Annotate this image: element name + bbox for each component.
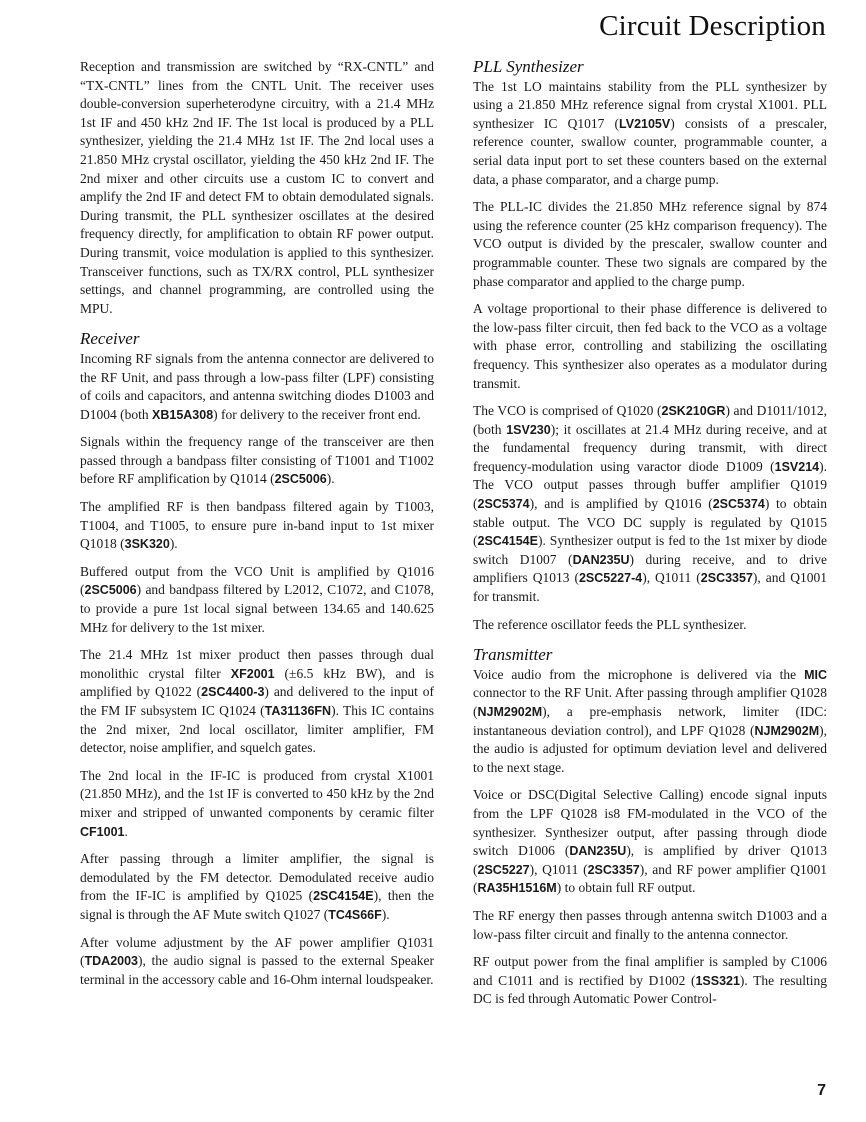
part-number: 2SC3357: [587, 862, 640, 877]
transmitter-heading: Transmitter: [473, 645, 553, 665]
paragraph: [80, 767, 434, 841]
paragraph: [473, 300, 827, 393]
paragraph: [80, 58, 434, 318]
pll-synthesizer-section: [473, 78, 827, 635]
paragraph: [473, 616, 827, 635]
text-run: connector to the RF Unit. After passing through amplifier Q1028 (: [473, 685, 827, 719]
text-run: RF output power from the final amplifier is sampled by C1006 and C1011 and is rectified by D1002 (: [473, 954, 827, 988]
text-run: Incoming RF signals from the antenna connector are delivered to the RF Unit, and pass through a low-pass filter (LPF) consisting of coils and capacitors, and antenna switching diodes D1003 and D1004 (both: [80, 350, 434, 422]
part-number: NJM2902M: [754, 723, 820, 738]
text-run: ), and Q1001 for transmit.: [473, 570, 827, 605]
text-run: ), is amplified by driver Q1013 (: [473, 843, 828, 877]
text-run: .: [124, 823, 128, 839]
text-run: ) and bandpass filtered by L2012, C1072, and C1078, to provide a pure 1st local signal between 134.65 and 140.625 MHz for delivery to the 1st mixer.: [80, 582, 434, 635]
paragraph: [80, 350, 434, 424]
text-run: ). The resulting DC is fed through Automatic Power Control-: [473, 972, 827, 1007]
part-number: 2SC3357: [700, 571, 753, 586]
text-run: ) consists of a prescaler, reference counter, swallow counter, programmable counter, a serial data input port to set these counters based on the external data, a phase comparator, and a charge pump.: [473, 115, 827, 187]
text-run: ), Q1011 (: [642, 570, 701, 586]
text-run: Voice or DSC(Digital Selective Calling) encode signal inputs from the LPF Q1028 is8 FM-modulated in the VCO of the synthesizer. Synthesizer output, after passing through diode switch D1006 (: [473, 787, 827, 859]
transmitter-section: [473, 666, 827, 1009]
text-run: After passing through a limiter amplifier, the signal is demodulated by the FM detector. Demodulated receive audio from the IF-IC is amplified by Q1025 (: [80, 851, 434, 904]
text-run: Buffered output from the VCO Unit is amplified by Q1016 (: [80, 563, 434, 598]
text-run: ) to obtain stable output. The VCO DC supply is regulated by Q1015 (: [473, 496, 827, 549]
pll-synthesizer-heading: PLL Synthesizer: [473, 57, 584, 76]
part-number: 2SC5374: [477, 497, 530, 512]
part-number: 2SC5227: [477, 862, 530, 877]
part-number: 2SC5006: [84, 583, 137, 598]
text-run: ) for delivery to the receiver front end.: [213, 406, 421, 422]
text-run: ), the audio signal is passed to the external Speaker terminal in the accessory cable and 16-Ohm internal loudspeaker.: [80, 953, 434, 987]
part-number: DAN235U: [572, 552, 630, 567]
text-run: ), Q1011 (: [529, 861, 588, 877]
part-number: 1SV230: [506, 422, 551, 437]
left-column: [80, 58, 434, 998]
part-number: LV2105V: [619, 116, 671, 131]
paragraph: [473, 907, 827, 944]
paragraph: [473, 786, 827, 898]
part-number: 2SC4400-3: [201, 685, 265, 700]
part-number: RA35H1516M: [477, 881, 557, 896]
intro-section: [80, 58, 434, 318]
part-number: 1SS321: [695, 973, 740, 988]
paragraph: [80, 498, 434, 554]
paragraph: [80, 850, 434, 924]
paragraph: [80, 646, 434, 758]
part-number: MIC: [804, 667, 827, 682]
page-number: 7: [817, 1082, 826, 1099]
right-column: [473, 58, 827, 1018]
text-run: (±6.5 kHz BW), and is amplified by Q1022 (: [80, 665, 434, 700]
part-number: NJM2902M: [477, 705, 543, 719]
text-run: ) during receive, and to drive amplifiers Q1013 (: [473, 551, 827, 586]
text-run: ).: [326, 471, 335, 487]
text-run: ), a pre-emphasis network, limiter (IDC: instantaneous deviation control), and LPF Q1028 (: [473, 704, 827, 738]
part-number: TA31136FN: [264, 704, 332, 718]
text-run: ); it oscillates at 21.4 MHz during receive, and at the fundamental frequency during transmit, with direct frequency-modulation using varactor diode D1009 (: [473, 421, 828, 474]
text-run: The 1st LO maintains stability from the PLL synthesizer by using a 21.850 MHz reference signal from crystal X1001. PLL synthesizer IC Q1017 (: [473, 78, 827, 131]
text-run: ) to obtain full RF output.: [556, 880, 696, 896]
part-number: 2SK210GR: [661, 404, 726, 419]
text-run: ). The VCO output passes through buffer amplifier Q1019 (: [473, 458, 827, 512]
paragraph: [473, 953, 827, 1009]
text-run: ), and is amplified by Q1016 (: [529, 496, 713, 512]
paragraph: [80, 563, 434, 637]
paragraph: [473, 666, 827, 778]
part-number: 1SV214: [774, 459, 820, 474]
receiver-heading: Receiver: [80, 329, 140, 349]
text-run: ) and D1011/1012, (both: [473, 403, 827, 437]
text-run: The VCO is comprised of Q1020 (: [473, 403, 662, 419]
text-run: Voice audio from the microphone is delivered via the: [473, 666, 805, 682]
text-run: The reference oscillator feeds the PLL synthesizer.: [473, 616, 747, 632]
text-run: Signals within the frequency range of the transceiver are then passed through a bandpass filter consisting of T1001 and T1002 before RF amplification by Q1014 (: [80, 434, 434, 487]
text-run: ), and RF power amplifier Q1001 (: [473, 861, 827, 896]
part-number: 2SC5227-4: [578, 571, 643, 586]
paragraph: [473, 402, 827, 607]
text-run: ).: [381, 906, 390, 922]
text-run: The RF energy then passes through antenna switch D1003 and a low-pass filter circuit and finally to the antenna connector.: [473, 907, 827, 942]
page-title: Circuit Description: [599, 10, 826, 42]
part-number: XB15A308: [152, 407, 214, 422]
text-run: The amplified RF is then bandpass filtered again by T1003, T1004, and T1005, to ensure pure in-band input to 1st mixer Q1018 (: [80, 499, 434, 552]
part-number: 3SK320: [124, 537, 170, 552]
part-number: XF2001: [230, 666, 275, 681]
part-number: 2SC4154E: [477, 534, 538, 549]
paragraph: [80, 433, 434, 489]
part-number: DAN235U: [569, 844, 627, 859]
text-run: ), the audio is adjusted for optimum deviation level and delivered to the next stage.: [473, 722, 827, 775]
part-number: TC4S66F: [328, 907, 382, 922]
text-run: A voltage proportional to their phase difference is delivered to the low-pass filter circuit, then fed back to the VCO as a voltage with phase error, controlling and stabilizing the oscillating frequency. This synthesizer also operates as a modulator during transmit.: [473, 301, 827, 391]
paragraph: [473, 78, 827, 190]
text-run: The 2nd local in the IF-IC is produced from crystal X1001 (21.850 MHz), and the 1st IF is converted to 450 kHz by the 2nd mixer and stripped of unwanted components by ceramic filter: [80, 767, 434, 820]
text-run: ). Synthesizer output is fed to the 1st mixer by diode switch D1007 (: [473, 533, 827, 567]
text-run: The 21.4 MHz 1st mixer product then passes through dual monolithic crystal filter: [80, 647, 434, 681]
part-number: TDA2003: [84, 954, 138, 969]
paragraph: [473, 198, 827, 291]
text-run: The PLL-IC divides the 21.850 MHz reference signal by 874 using the reference counter (25 kHz comparison frequency). The VCO output is divided by the prescaler, swallow counter and programmable counter. These two signals are compared by the phase comparator and applied to the charge pump.: [473, 199, 827, 289]
text-run: ).: [169, 536, 178, 552]
part-number: 2SC5006: [274, 472, 327, 487]
text-run: Reception and transmission are switched by “RX-CNTL” and “TX-CNTL” lines from the CNTL Unit. The receiver uses double-conversion superheterodyne circuitry, with a 21.4 MHz 1st IF and 450 kHz 2nd IF. The 1st local is produced by a PLL synthesizer, yielding the 21.4 MHz 1st IF. The 2nd local uses a 21.850 MHz crystal oscillator, yielding the 450 kHz 2nd IF. The 2nd mixer and other circuits use a custom IC to convert and amplify the 2nd IF and detect FM to obtain demodulated signals. During transmit, the PLL synthesizer oscillates at the desired frequency directly, for amplification to obtain RF power output. During transmit, voice modulation is applied to this synthesizer. Transceiver functions, such as TX/RX control, PLL synthesizer settings, and channel programming, are controlled using the MPU.: [80, 59, 434, 316]
text-run: ). This IC contains the 2nd mixer, 2nd local oscillator, limiter amplifier, FM detector, noise amplifier, and squelch gates.: [80, 703, 434, 756]
part-number: 2SC5374: [712, 497, 765, 512]
text-run: ) and delivered to the input of the FM IF subsystem IC Q1024 (: [80, 684, 434, 718]
paragraph: [80, 934, 434, 990]
part-number: 2SC4154E: [313, 889, 374, 904]
text-run: After volume adjustment by the AF power amplifier Q1031 (: [80, 934, 434, 969]
part-number: CF1001: [80, 824, 125, 839]
receiver-section: [80, 350, 434, 989]
text-run: ), then the signal is through the AF Mute switch Q1027 (: [80, 888, 435, 922]
